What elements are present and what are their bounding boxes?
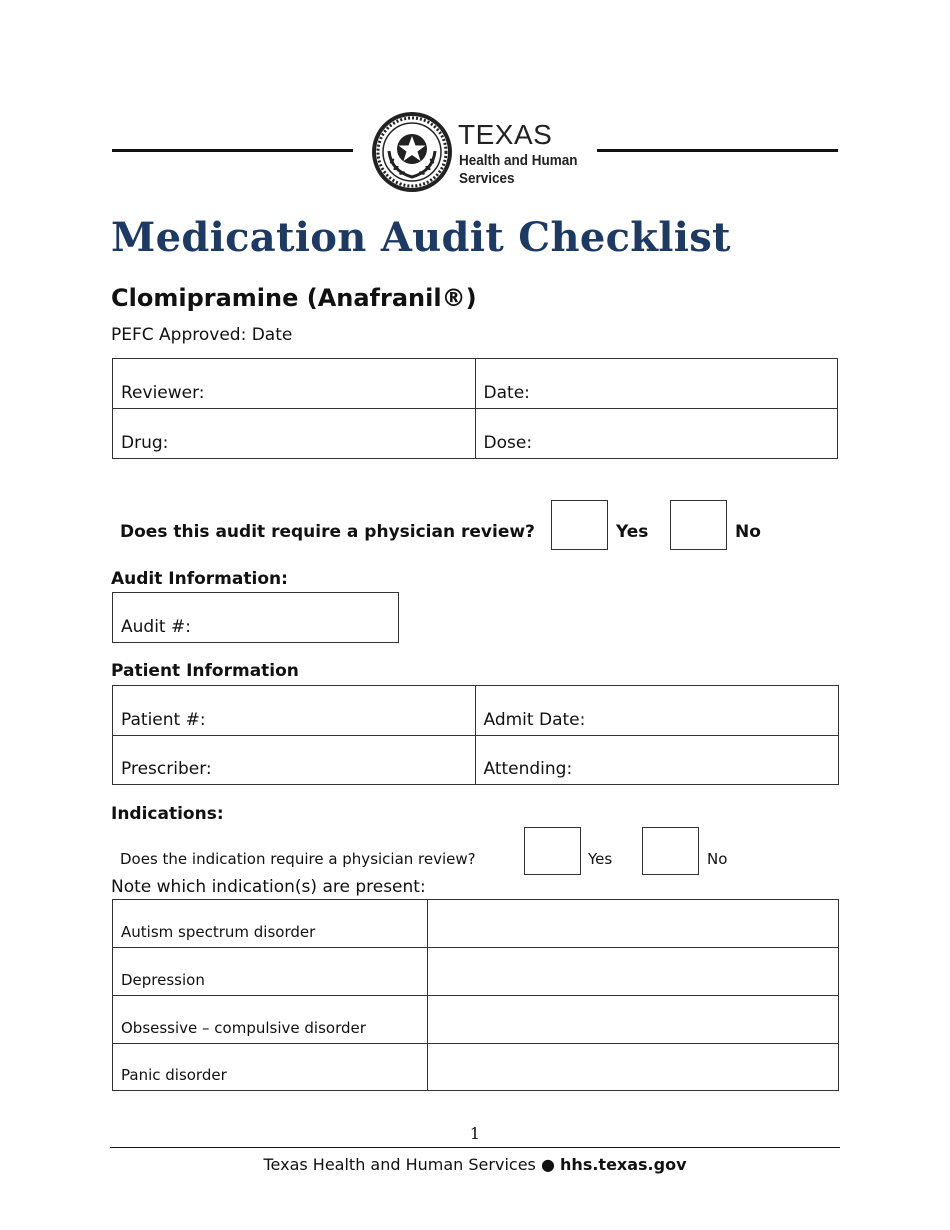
attending-field[interactable]: Attending: bbox=[475, 736, 839, 785]
footer-rule bbox=[110, 1147, 840, 1148]
admit-date-field[interactable]: Admit Date: bbox=[475, 686, 839, 736]
indication-review-no-label: No bbox=[707, 850, 728, 868]
indication-response-field[interactable] bbox=[428, 900, 839, 948]
physician-review-yes-label: Yes bbox=[616, 522, 649, 542]
texas-seal-icon bbox=[371, 111, 453, 193]
dose-field[interactable]: Dose: bbox=[475, 409, 837, 459]
physician-review-no-checkbox[interactable] bbox=[670, 500, 727, 550]
audit-info-heading: Audit Information: bbox=[111, 569, 288, 589]
prescriber-field[interactable]: Prescriber: bbox=[113, 736, 476, 785]
date-field[interactable]: Date: bbox=[475, 359, 837, 409]
audit-number-field[interactable]: Audit #: bbox=[113, 593, 399, 643]
patient-table bbox=[112, 685, 839, 785]
indication-label: Obsessive – compulsive disorder bbox=[113, 996, 428, 1044]
logo-line1: Health and Human bbox=[459, 152, 578, 169]
footer-bullet-icon: ● bbox=[540, 1155, 555, 1174]
patient-info-heading: Patient Information bbox=[111, 661, 299, 681]
footer-site-link[interactable]: hhs.texas.gov bbox=[560, 1155, 687, 1174]
indication-review-question: Does the indication require a physician review? bbox=[120, 850, 476, 868]
header-rule-left bbox=[112, 149, 353, 152]
header-rule-right bbox=[597, 149, 838, 152]
physician-review-yes-checkbox[interactable] bbox=[551, 500, 608, 550]
drug-field[interactable]: Drug: bbox=[113, 409, 476, 459]
footer-org: Texas Health and Human Services bbox=[263, 1155, 536, 1174]
physician-review-no-label: No bbox=[735, 522, 761, 542]
indication-label: Panic disorder bbox=[113, 1044, 428, 1091]
reviewer-table bbox=[112, 358, 838, 459]
approval-date: PEFC Approved: Date bbox=[111, 325, 293, 345]
indication-label: Depression bbox=[113, 948, 428, 996]
audit-table bbox=[112, 592, 399, 643]
indication-response-field[interactable] bbox=[428, 996, 839, 1044]
indications-table bbox=[112, 899, 839, 1091]
indications-heading: Indications: bbox=[111, 804, 224, 824]
drug-subtitle: Clomipramine (Anafranil®) bbox=[111, 284, 477, 312]
indication-review-yes-checkbox[interactable] bbox=[524, 827, 581, 875]
physician-review-question: Does this audit require a physician review? bbox=[120, 522, 535, 542]
indication-response-field[interactable] bbox=[428, 948, 839, 996]
patient-number-field[interactable]: Patient #: bbox=[113, 686, 476, 736]
indication-response-field[interactable] bbox=[428, 1044, 839, 1091]
logo-title: TEXAS bbox=[458, 119, 553, 150]
indication-note: Note which indication(s) are present: bbox=[111, 877, 426, 897]
indication-review-yes-label: Yes bbox=[588, 850, 613, 868]
logo-line2: Services bbox=[459, 170, 515, 187]
indication-review-no-checkbox[interactable] bbox=[642, 827, 699, 875]
footer bbox=[0, 1155, 950, 1174]
page-number: 1 bbox=[469, 1124, 481, 1143]
indication-label: Autism spectrum disorder bbox=[113, 900, 428, 948]
page-title: Medication Audit Checklist bbox=[111, 214, 731, 261]
reviewer-field[interactable]: Reviewer: bbox=[113, 359, 476, 409]
